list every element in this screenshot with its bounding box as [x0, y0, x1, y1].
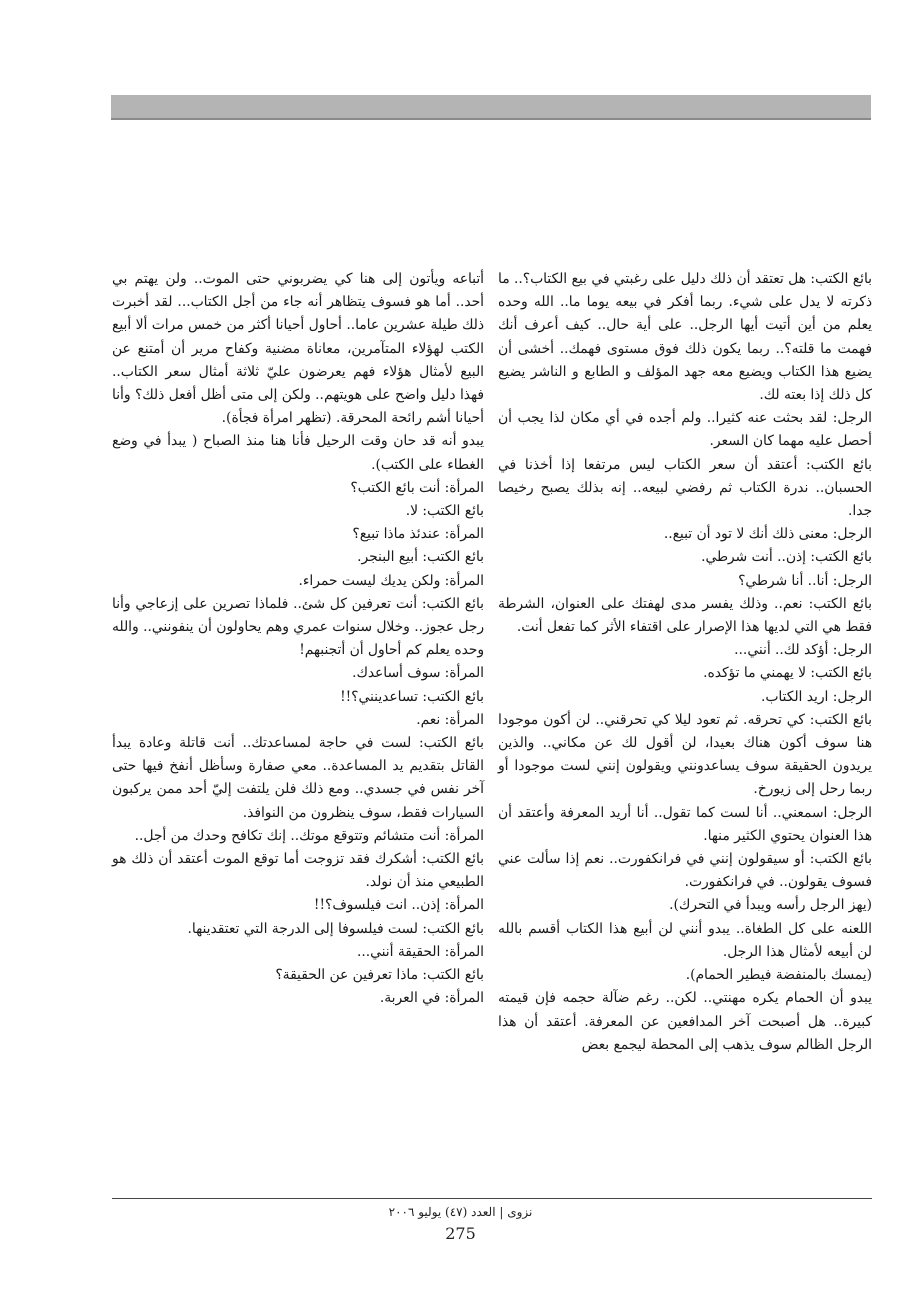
header-band [111, 95, 871, 118]
paragraph: بائع الكتب: لست فيلسوفا إلى الدرجة التي تعتقدينها. [187, 920, 484, 937]
paragraph: بائع الكتب: لا يهمني ما تؤكده. [703, 665, 872, 682]
paragraph: (يهز الرجل رأسه ويبدأ في التحرك). [669, 897, 872, 914]
paragraph: المرأة: نعم. [416, 711, 484, 728]
paragraph: المرأة: أنت متشائم وتتوقع موتك.. إنك تكافح وحدك من أجل.. [134, 827, 484, 844]
paragraph: الرجل: اريد الكتاب. [760, 688, 872, 705]
footer-rule [112, 1198, 872, 1199]
paragraph: المرأة: أنت بائع الكتب؟ [350, 479, 484, 496]
paragraph: الرجل: أنا.. أنا شرطي؟ [738, 572, 872, 589]
paragraph: المرأة: في العربة. [379, 990, 484, 1007]
header-rule [111, 118, 871, 120]
paragraph: بائع الكتب: أنت تعرفين كل شئ.. فلماذا تصرين على إزعاجي وأنا رجل عجوز.. وخلال سنوات عمري وهم يحاولون أن ينفونني.. والله وحده يعلم كم أحاول أن أتجنبهم! [112, 595, 484, 659]
paragraph: بائع الكتب: إذن.. أنت شرطي. [701, 549, 872, 566]
paragraph: الرجل: لقد بحثت عنه كثيرا.. ولم أجده في أي مكان لذا يجب أن أحصل عليه مهما كان السعر. [498, 410, 872, 450]
paragraph: (يمسك بالمنفضة فيطير الحمام). [685, 967, 872, 984]
paragraph: بائع الكتب: أشكرك فقد تزوجت أما توقع الموت أعتقد أن ذلك هو الطبيعي منذ أن نولد. [112, 851, 484, 891]
paragraph: بائع الكتب: ماذا تعرفين عن الحقيقة؟ [275, 967, 484, 984]
left-text-column [112, 268, 484, 1011]
paragraph: بائع الكتب: تساعدينني؟!! [340, 688, 484, 705]
paragraph: الرجل: معنى ذلك أنك لا تود أن تبيع.. [663, 526, 872, 543]
paragraph: المرأة: إذن.. انت فيلسوف؟!! [313, 897, 484, 914]
paragraph: بائع الكتب: أو سيقولون إنني في فرانكفورت.. نعم إذا سألت عني فسوف يقولون.. في فرانكفورت. [498, 851, 872, 891]
paragraph: يبدو أن الحمام يكره مهنتي.. لكن.. رغم ضآلة حجمه فإن قيمته كبيرة.. هل أصبحت آخر المدافعين عن المعرفة. أعتقد أن هذا الرجل الظالم سوف يذهب إلى المحطة ليجمع بعض [498, 990, 872, 1053]
paragraph: بائع الكتب: نعم.. وذلك يفسر مدى لهفتك على العنوان، الشرطة فقط هي التي لديها هذا الإصرار على اقتفاء الأثر كما تفعل أنت. [498, 595, 872, 636]
paragraph: المرأة: الحقيقة أنني... [356, 943, 484, 960]
paragraph: يبدو أنه قد حان وقت الرحيل فأنا هنا منذ الصباح ( يبدأ في وضع الغطاء على الكتب). [112, 433, 484, 473]
paragraph: الرجل: اسمعني.. أنا لست كما تقول.. أنا أريد المعرفة وأعتقد أن هذا العنوان يحتوي الكثير منها. [498, 804, 872, 844]
page-number: 275 [445, 1224, 476, 1243]
paragraph: المرأة: عندئذ ماذا تبيع؟ [352, 526, 484, 543]
paragraph: بائع الكتب: أبيع البنجر. [357, 549, 484, 566]
paragraph: بائع الكتب: أعتقد أن سعر الكتاب ليس مرتفعا إذا أخذنا في الحسبان.. ندرة الكتاب ثم رفضي لبيعه.. إنه بذلك يصبح رخيصا جدا. [498, 456, 872, 520]
paragraph: الرجل: أؤكد لك.. أنني... [734, 642, 872, 659]
footer-issue-line: نزوى | العدد (٤٧) يوليو ٢٠٠٦ [388, 1205, 533, 1219]
paragraph: اللعنه على كل الطغاة.. يبدو أنني لن أبيع هذا الكتاب أقسم بالله لن أبيعه لأمثال هذا الرجل. [498, 920, 872, 960]
paragraph: بائع الكتب: لا. [405, 503, 484, 520]
paragraph: المرأة: ولكن يديك ليست حمراء. [298, 572, 484, 589]
paragraph: أتباعه ويأتون إلى هنا كي يضربوني حتى الموت.. ولن يهتم بي أحد.. أما هو فسوف يتظاهر أنه جاء من أجل الكتاب... لقد أخبرت ذلك طيلة عشرين عاما.. أحاول أحيانا أكثر من خمس مرات ألا أبيع الكتب لهؤلاء المتآمرين، معاناة مضنية وكفاح مرير أن أمتنع عن البيع لأمثال هؤلاء فهم يعرضون عليّ ثلاثة أمثال سعر الكتاب.. فهذا دليل واضح على هويتهم.. ولكن إلى متى أظل أفعل ذلك؟ وأنا أحيانا أشم رائحة المحرقة. (تظهر امرأة فجأة). [112, 271, 484, 427]
paragraph: المرأة: سوف أساعدك. [352, 665, 484, 682]
paragraph: بائع الكتب: هل تعتقد أن ذلك دليل على رغبتي في بيع الكتاب؟.. ما ذكرته لا يدل على شيء. ربما أفكر في بيعه يوما ما.. الله وحده يعلم من أين أتيت أيها الرجل.. على أية حال.. كيف أعرف أنك فهمت ما قلته؟.. ربما يكون ذلك فوق مستوى فهمك.. أخشى أن يضيع هذا الكتاب ويضيع معه جهد المؤلف و الطابع و الناشر يضيع كل ذلك إذا بعته لك. [498, 271, 872, 404]
right-text-column [498, 268, 872, 1057]
paragraph: بائع الكتب: لست في حاجة لمساعدتك.. أنت قاتلة وعادة يبدأ القاتل بتقديم يد المساعدة.. معي صفارة وسأظل أنفخ فيها حتى آخر نفس في جسدي.. ومع ذلك فلن يلتفت إليّ أحد ممن يركبون السيارات فقط، سوف ينظرون من النوافذ. [112, 735, 484, 821]
paragraph: بائع الكتب: كي تحرقه. ثم تعود ليلا كي تحرقني.. لن أكون موجودا هنا سوف أكون هناك بعيدا، لن أقول لك عن مكاني.. والذين يريدون الحقيقة سوف يساعدونني ويقولون إنني لست موجودا أو ربما رحل إلى زيورخ. [498, 711, 872, 798]
